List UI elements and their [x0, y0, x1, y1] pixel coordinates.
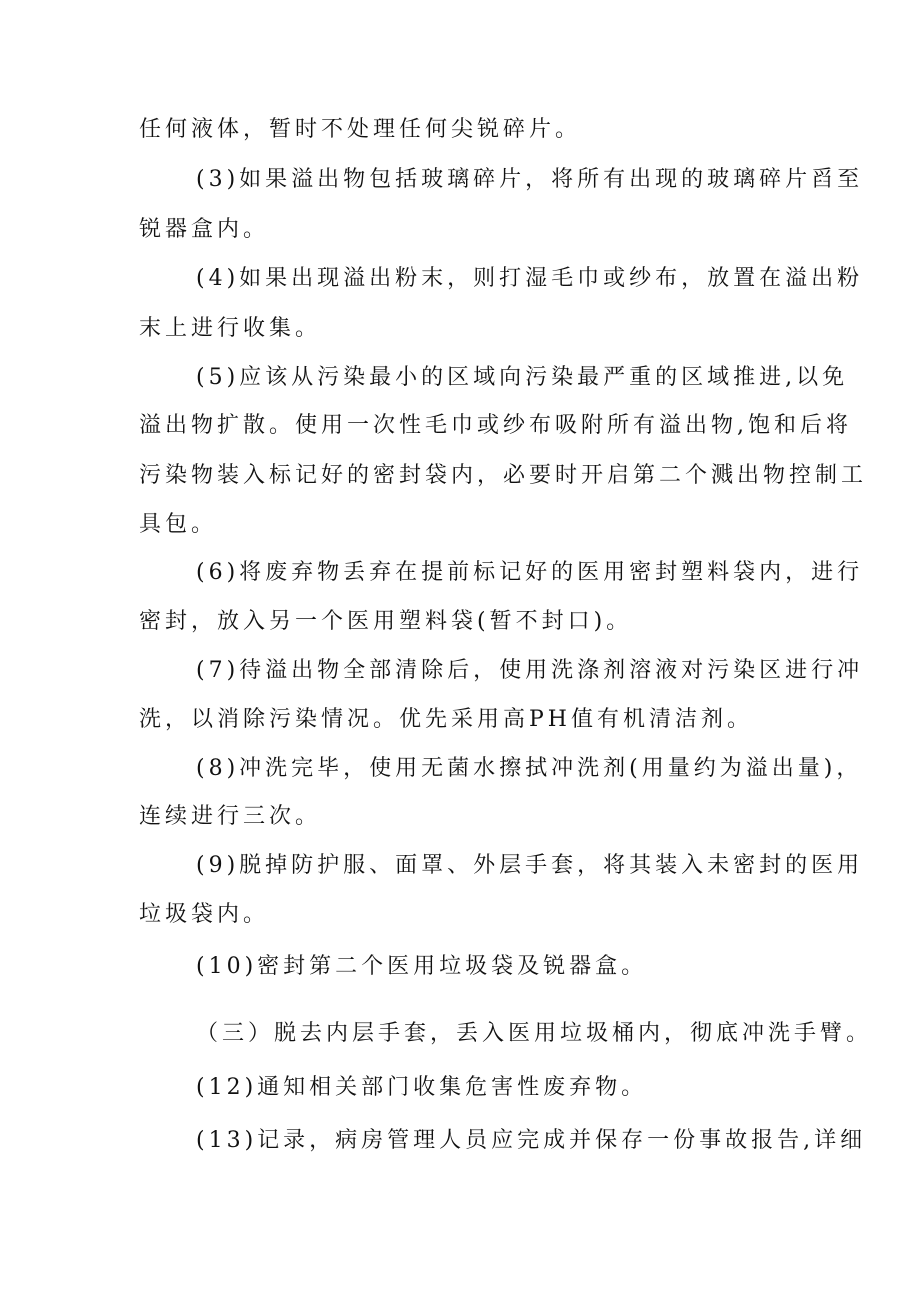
- text-line: 连续进行三次。: [139, 804, 322, 829]
- text-line: (9)脱掉防护服、面罩、外层手套，将其装入未密封的医用: [196, 853, 864, 878]
- text-line: (3)如果溢出物包括玻璃碎片，将所有出现的玻璃碎片舀至: [196, 167, 864, 192]
- text-line: (6)将废弃物丢弃在提前标记好的医用密封塑料袋内，进行: [196, 560, 864, 585]
- text-line: 末上进行收集。: [139, 316, 322, 341]
- text-line: 任何液体，暂时不处理任何尖锐碎片。: [139, 117, 582, 142]
- text-line: (13)记录，病房管理人员应完成并保存一份事故报告,详细: [196, 1128, 867, 1153]
- text-line: 锐器盒内。: [139, 217, 270, 242]
- text-line: (4)如果出现溢出粉末，则打湿毛巾或纱布，放置在溢出粉: [196, 266, 864, 291]
- text-line: （三）脱去内层手套，丢入医用垃圾桶内，彻底冲洗手臂。: [196, 1021, 873, 1046]
- text-line: 垃圾袋内。: [139, 902, 270, 927]
- text-line: (10)密封第二个医用垃圾袋及锐器盒。: [196, 954, 648, 979]
- text-line: 具包。: [139, 512, 218, 537]
- text-line: 密封，放入另一个医用塑料袋(暂不封口)。: [139, 609, 633, 634]
- text-line: (8)冲洗完毕，使用无菌水擦拭冲洗剂(用量约为溢出量)，: [196, 756, 863, 781]
- text-line: (5)应该从污染最小的区域向污染最严重的区域推进,以免: [196, 365, 849, 390]
- text-line: (12)通知相关部门收集危害性废弃物。: [196, 1075, 648, 1100]
- text-line: 污染物装入标记好的密封袋内，必要时开启第二个溅出物控制工: [139, 463, 868, 488]
- text-line: 溢出物扩散。使用一次性毛巾或纱布吸附所有溢出物,饱和后将: [139, 413, 852, 438]
- text-line: 洗，以消除污染情况。优先采用高PH值有机清洁剂。: [139, 707, 753, 732]
- text-line: (7)待溢出物全部清除后，使用洗涤剂溶液对污染区进行冲: [196, 658, 864, 683]
